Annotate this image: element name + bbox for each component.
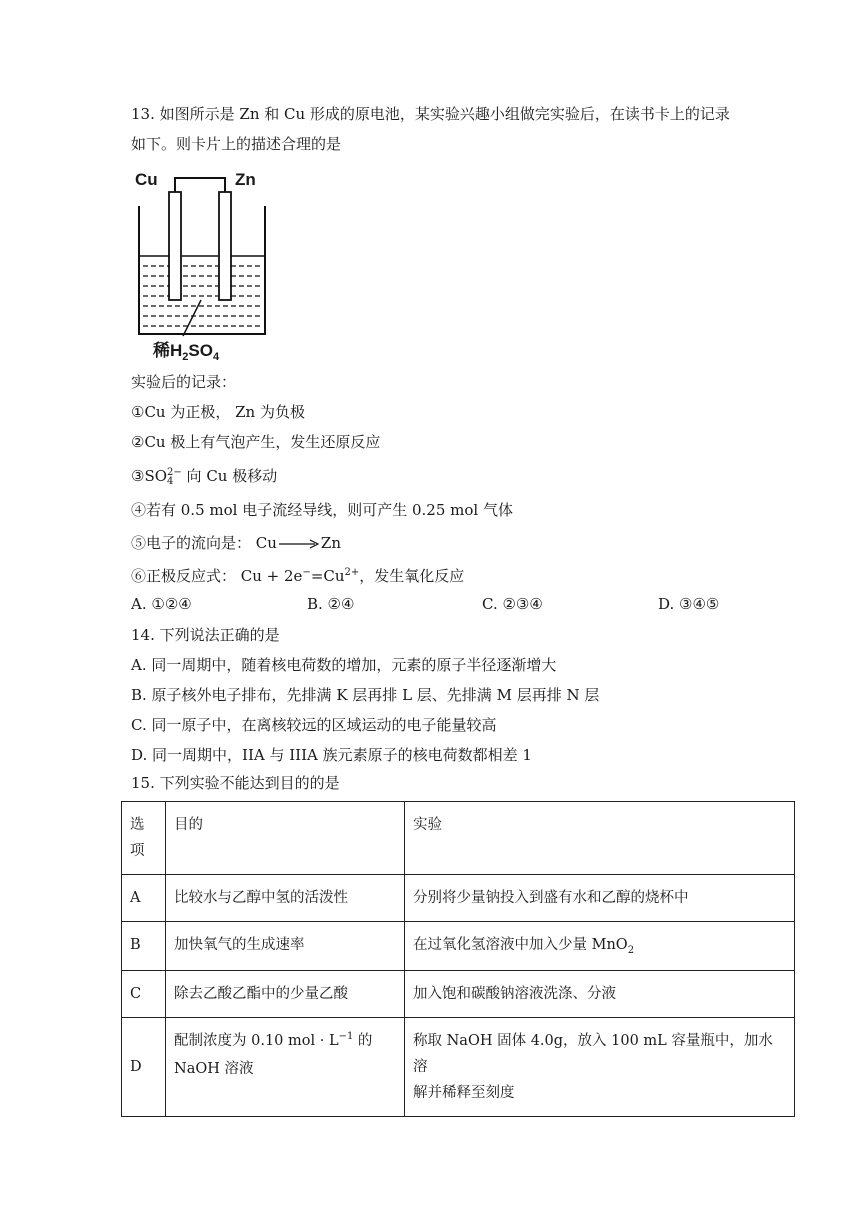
row-b-experiment [405, 922, 795, 971]
q13-option-a: A. ①②④ [131, 595, 192, 613]
q14-option-c: C. 同一原子中，在离核较远的区域运动的电子能量较高 [131, 716, 497, 734]
q13-stem-line1: 13. 如图所示是 Zn 和 Cu 形成的原电池，某实验兴趣小组做完实验后，在读书卡上的记录 [131, 105, 730, 123]
row-b-option: B [122, 922, 166, 971]
row-d-goal-suffix: 的 [353, 1033, 373, 1049]
record-4: ④若有 0.5 mol 电子流经导线，则可产生 0.25 mol 气体 [131, 501, 513, 519]
record-3-sup: 2− [167, 467, 182, 478]
row-b-exp-text: 在过氧化氢溶液中加入少量 MnO [413, 937, 628, 953]
q13-option-c: C. ②③④ [482, 595, 543, 613]
record-title: 实验后的记录： [131, 373, 237, 391]
q14-stem: 14. 下列说法正确的是 [131, 626, 280, 644]
galvanic-cell-figure [131, 168, 273, 363]
row-c-goal: 除去乙酸乙酯中的少量乙酸 [166, 971, 405, 1018]
row-c-option: C [122, 971, 166, 1018]
q13-option-b: B. ②④ [307, 595, 355, 613]
electrolyte-h: H [170, 341, 183, 360]
electrolyte-sub4: 4 [212, 351, 220, 363]
row-c-experiment: 加入饱和碳酸钠溶液洗涤、分液 [405, 971, 795, 1018]
table-row [122, 922, 795, 971]
record-5-prefix: ⑤电子的流向是： Cu [131, 534, 277, 552]
record-3-sub: 4 [167, 476, 174, 487]
header-experiment: 实验 [405, 802, 795, 875]
row-d-option: D [122, 1018, 166, 1117]
record-6-mid: =Cu [310, 567, 345, 585]
table-row [122, 875, 795, 922]
table-row [122, 1018, 795, 1117]
galvanic-cell-diagram [131, 168, 273, 360]
record-1: ①Cu 为正极， Zn 为负极 [131, 403, 305, 421]
table-header-row [122, 802, 795, 875]
q14-option-d: D. 同一周期中，IIA 与 IIIA 族元素原子的核电荷数都相差 1 [131, 746, 532, 764]
electrolyte-label [153, 336, 219, 361]
electrolyte-prefix: 稀 [153, 341, 170, 360]
electrolyte-so: SO [188, 341, 213, 360]
record-6-sup1: − [302, 567, 311, 578]
record-6-suffix: ，发生氧化反应 [359, 567, 465, 585]
right-arrow-icon [279, 539, 319, 549]
row-a-goal: 比较水与乙醇中氢的活泼性 [166, 875, 405, 922]
q14-option-b: B. 原子核外电子排布，先排满 K 层再排 L 层、先排满 M 层再排 N 层 [131, 686, 600, 704]
header-option: 选项 [122, 802, 166, 875]
experiment-table [121, 801, 795, 1117]
record-5 [131, 533, 341, 553]
row-a-experiment: 分别将少量钠投入到盛有水和乙醇的烧杯中 [405, 875, 795, 922]
record-3-prefix: ③SO [131, 467, 168, 485]
row-b-goal: 加快氧气的生成速率 [166, 922, 405, 971]
row-b-exp-sub: 2 [627, 945, 635, 956]
row-d-experiment [405, 1018, 795, 1117]
row-d-goal-line2: NaOH 溶液 [174, 1061, 254, 1077]
row-a-option: A [122, 875, 166, 922]
record-3 [131, 466, 277, 486]
electrolyte-sub2: 2 [182, 351, 189, 363]
record-3-suffix: 向 Cu 极移动 [181, 467, 278, 485]
row-d-goal [166, 1018, 405, 1117]
electrode-label-cu: Cu [135, 170, 158, 189]
row-d-exp-line1: 称取 NaOH 固体 4.0g，放入 100 mL 容量瓶中，加水溶 [413, 1033, 773, 1075]
record-5-suffix: Zn [320, 534, 342, 552]
table-row [122, 971, 795, 1018]
record-2: ②Cu 极上有气泡产生，发生还原反应 [131, 433, 381, 451]
q15-stem: 15. 下列实验不能达到目的的是 [131, 774, 340, 792]
record-6-sup2: 2+ [344, 567, 360, 578]
row-d-goal-prefix: 配制浓度为 0.10 mol · L [174, 1033, 339, 1049]
record-6-prefix: ⑥正极反应式： Cu + 2e [131, 567, 303, 585]
electrode-label-zn: Zn [235, 170, 256, 189]
q13-stem-line2: 如下。则卡片上的描述合理的是 [131, 135, 342, 153]
row-d-goal-sup: −1 [338, 1031, 354, 1042]
q13-option-d: D. ③④⑤ [658, 595, 720, 613]
record-6 [131, 566, 464, 589]
q14-option-a: A. 同一周期中，随着核电荷数的增加，元素的原子半径逐渐增大 [131, 656, 557, 674]
row-d-exp-line2: 解并稀释至刻度 [413, 1085, 515, 1101]
header-goal: 目的 [166, 802, 405, 875]
